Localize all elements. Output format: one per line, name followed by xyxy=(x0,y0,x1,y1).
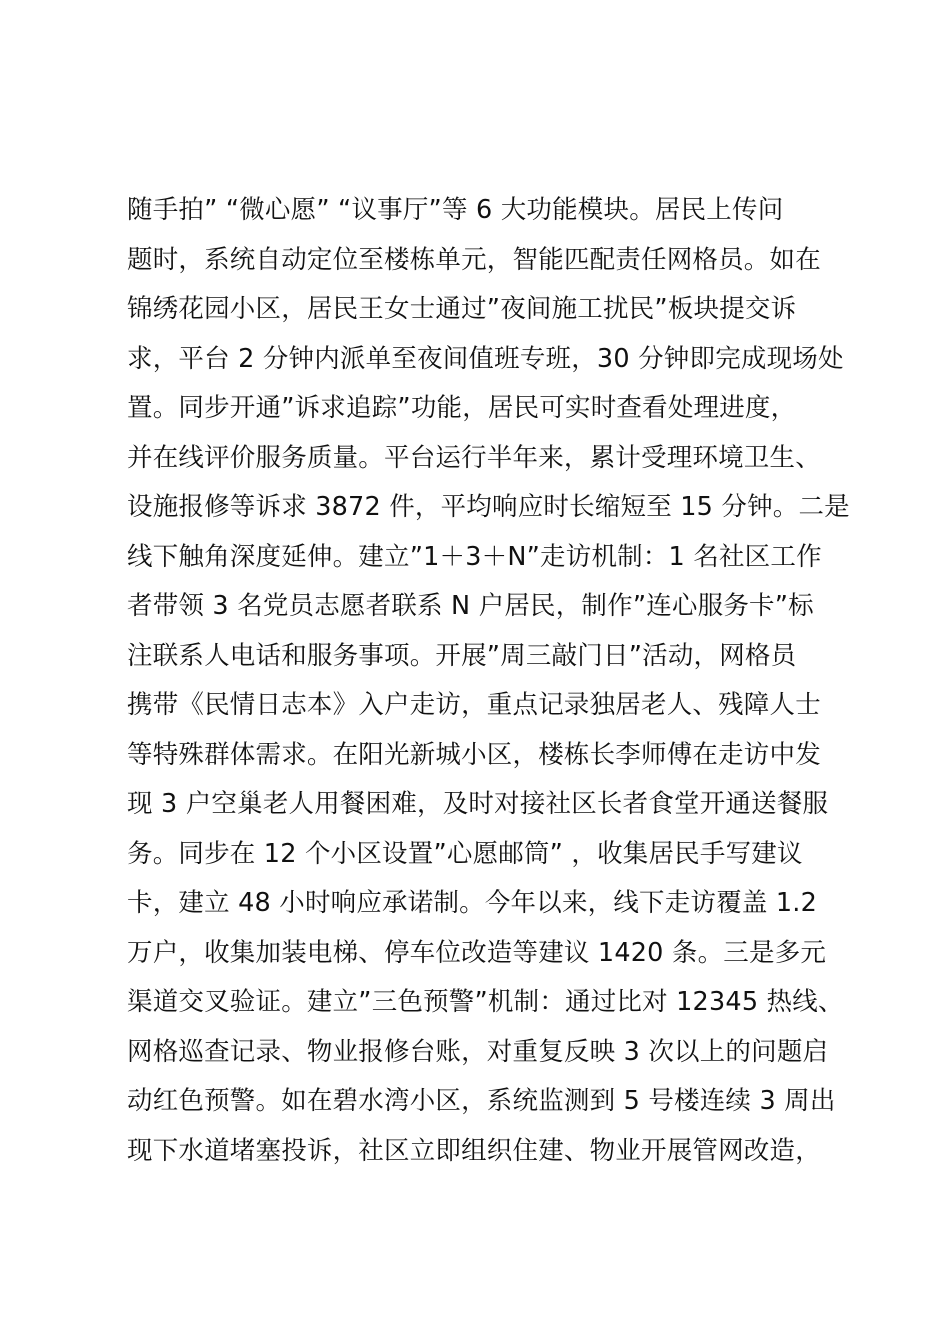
text-line: 者带领 3 名党员志愿者联系 N 户居民，制作”连心服务卡”标 xyxy=(127,591,814,621)
text-line: 置。同步开通”诉求追踪”功能，居民可实时查看处理进度， xyxy=(127,393,797,423)
text-line: 锦绣花园小区，居民王女士通过”夜间施工扰民”板块提交诉 xyxy=(127,294,797,324)
text-line: 携带《民情日志本》入户走访，重点记录独居老人、残障人士 xyxy=(127,690,821,720)
text-line: 现 3 户空巢老人用餐困难，及时对接社区长者食堂开通送餐服 xyxy=(127,789,829,819)
text-line: 动红色预警。如在碧水湾小区，系统监测到 5 号楼连续 3 周出 xyxy=(127,1086,836,1116)
text-line: 随手拍” “微心愿” “议事厅”等 6 大功能模块。居民上传问 xyxy=(127,195,784,225)
text-line: 等特殊群体需求。在阳光新城小区，楼栋长李师傅在走访中发 xyxy=(127,739,821,770)
text-line: 并在线评价服务质量。平台运行半年来，累计受理环境卫生、 xyxy=(127,442,821,473)
text-line: 题时，系统自动定位至楼栋单元，智能匹配责任网格员。如在 xyxy=(127,244,821,275)
text-line: 线下触角深度延伸。建立”1＋3＋N”走访机制：1 名社区工作 xyxy=(127,541,822,572)
text-line: 现下水道堵塞投诉，社区立即组织住建、物业开展管网改造， xyxy=(127,1135,821,1166)
text-line: 注联系人电话和服务事项。开展”周三敲门日”活动，网格员 xyxy=(127,640,797,671)
text-line: 设施报修等诉求 3872 件，平均响应时长缩短至 15 分钟。二是 xyxy=(127,492,850,522)
text-line: 卡，建立 48 小时响应承诺制。今年以来，线下走访覆盖 1.2 xyxy=(127,888,818,918)
text-line: 求，平台 2 分钟内派单至夜间值班专班，30 分钟即完成现场处 xyxy=(127,343,844,374)
text-line: 网格巡查记录、物业报修台账，对重复反映 3 次以上的问题启 xyxy=(127,1036,829,1067)
text-line: 务。同步在 12 个小区设置”心愿邮筒” ，收集居民手写建议 xyxy=(127,838,803,869)
text-line: 万户，收集加装电梯、停车位改造等建议 1420 条。三是多元 xyxy=(127,937,827,968)
body-text xyxy=(127,186,850,1176)
text-line: 渠道交叉验证。建立”三色预警”机制：通过比对 12345 热线、 xyxy=(127,987,844,1017)
